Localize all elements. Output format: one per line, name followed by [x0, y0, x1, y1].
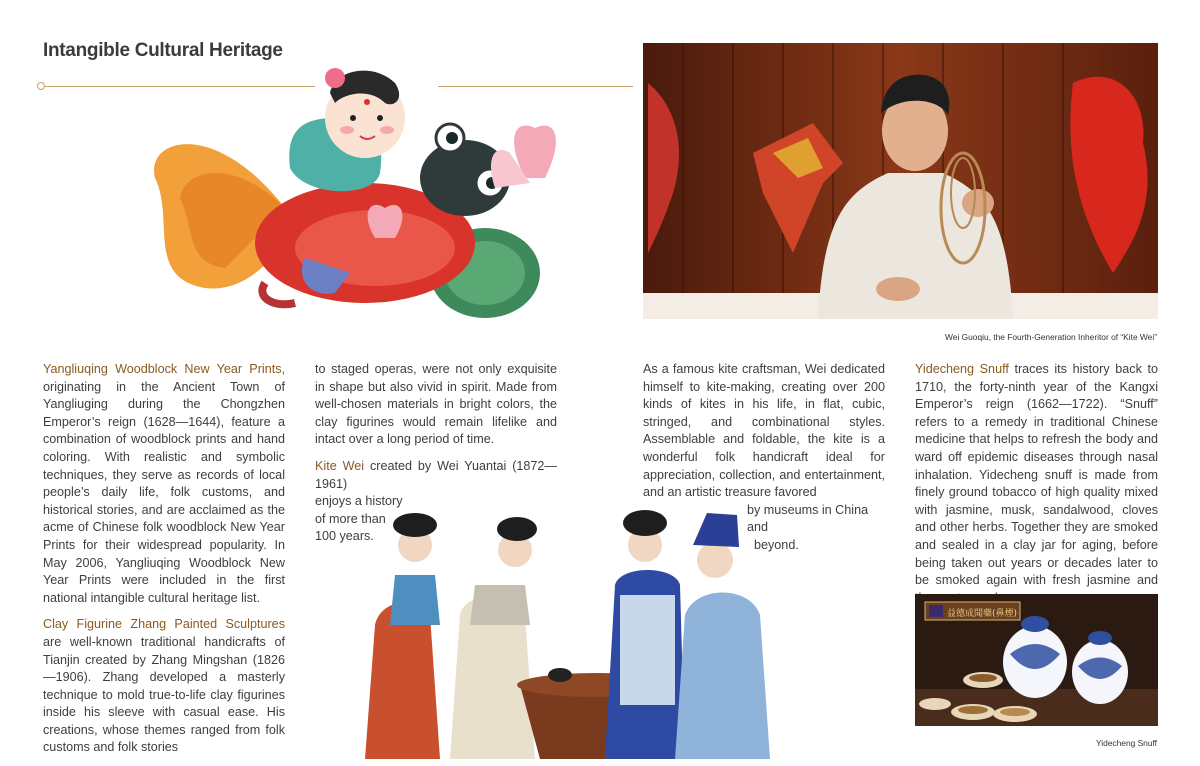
kite-photo-caption: Wei Guoqiu, the Fourth-Generation Inheritor of “Kite Wei”	[945, 332, 1157, 342]
snuff-heading: Yidecheng Snuff	[915, 362, 1009, 376]
snuff-paragraph	[915, 361, 1158, 607]
yangliuqing-paragraph	[43, 361, 285, 607]
yangliuqing-heading: Yangliuqing Woodblock New Year Prints,	[43, 362, 285, 376]
kite-continued-3: beyond.	[754, 537, 799, 552]
snuff-shop-sign: 益德成聞藥(鼻煙)	[947, 609, 1018, 619]
kite-wei-body-3: of more than	[315, 511, 386, 526]
snuff-body: traces its history back to 1710, the forty-ninth year of the Kangxi Emperor’s reign (1662—1722). “Snuff” refers to a remedy in traditional Chinese medicine that helps to refresh the body and ward off epidemic diseases through nasal inhalation. Yidecheng snuff is made from finely ground tobacco of high quality mixed with jasmine, musk, sandalwood, cloves and other herbs. Together they are smoked and sealed in a clay jar for aging, before being taken out years or decades later to be smoked again with fresh jasmine and	[915, 362, 1158, 588]
new-year-print-illustration	[135, 58, 575, 328]
kite-wei-heading: Kite Wei	[315, 458, 365, 473]
snuff-photo	[915, 594, 1158, 726]
kite-craftsman-photo	[643, 43, 1158, 319]
column-1	[43, 361, 285, 766]
kite-wei-body-4: 100 years.	[315, 529, 374, 544]
title-rule-dot	[37, 82, 45, 90]
zhang-continued: to staged operas, were not only exquisite in shape but also vivid in spirit. Made from well-chosen materials in bright colors, the clay figurines would remain lifelike and intact over a long period of time.	[315, 362, 557, 447]
zhang-heading: Clay Figurine Zhang Painted Sculptures	[43, 617, 285, 632]
section-title: Intangible Cultural Heritage	[43, 40, 283, 61]
zhang-paragraph	[43, 616, 285, 757]
column-3	[643, 361, 885, 555]
snuff-photo-caption: Yidecheng Snuff	[1095, 738, 1157, 748]
column-4	[915, 361, 1158, 616]
yangliuqing-body: originating in the Ancient Town of Yangliuging during the Chongzhen Emperor’s reign (1628—1644), feature a combination of woodblock prints and hand coloring. With realistic and symbolic techniques, they serve as records of local people’s daily life, folk customs, and historical stories, and are acclaimed as the acme of Chinese folk woodblock New Year Prints for their widespread popularity. In May 2006, Yangliuqing Woodblock New Year Prints were included in the first national intangible cultural heritage list.	[43, 379, 285, 605]
kite-wei-body-2: enjoys a history	[315, 494, 403, 509]
zhang-body: are well-known traditional handicrafts of Tianjin created by Zhang Mingshan (1826—1906). Zhang developed a masterly technique to mold true-to-life clay figurines inside his sleeve with casual ease. His creations, whose themes ranged from folk customs and folk stories	[43, 634, 285, 755]
kite-wei-body-1: created by Wei Yuantai (1872—1961)	[315, 458, 557, 491]
kite-continued-2: by museums in China and	[747, 502, 869, 535]
kite-continued: As a famous kite craftsman, Wei dedicated himself to kite-making, creating over 200 kinds of kites in his life, in flat, cubic, stringed, and combinational styles. Assemblable and foldable, the kite is a wonderful folk handicraft ideal for appreciation, collection, and entertainment, and an artistic treasure favored	[643, 362, 885, 500]
